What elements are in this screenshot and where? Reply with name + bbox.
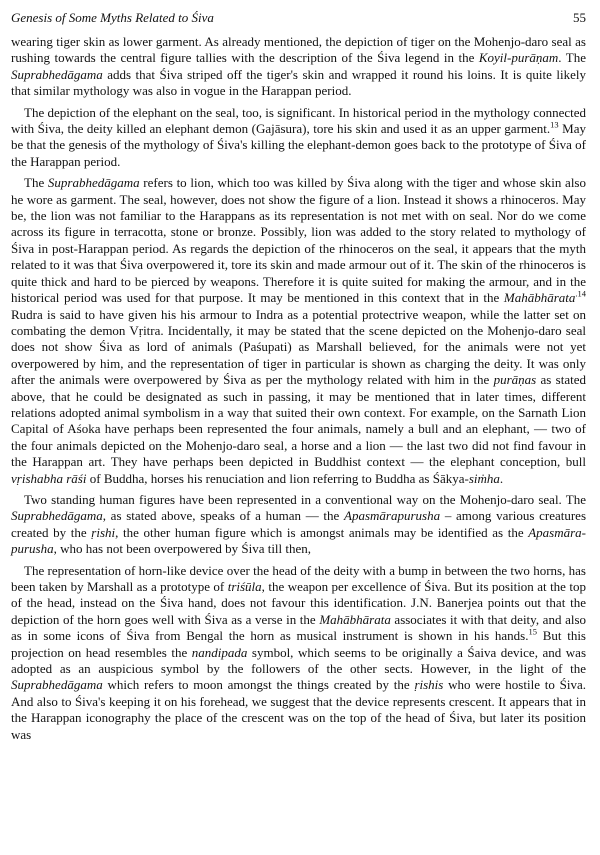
text-run: Rudra is said to have given his his armour to Indra as a potential protectrive weapon, while the latter set on combating the demon Vṛitra. Incidentally, it may be stated that the scene depicted on the Mohenjo-daro seal does not show Śiva as lord of animals (Paśupati) as Marshall believed, for the animals were not yet overpowered by him, and the representation of tiger in particular is shown as charging the deity. It was only after the animals were overpowered by Śiva as per the mythology related with him in the — [11, 306, 586, 388]
footnote-ref: 13 — [550, 119, 559, 130]
text-run: But this projection on head resembles the — [11, 628, 586, 660]
body-text — [11, 34, 586, 743]
text-run: symbol, which seems to be originally a Śaiva device, and was adopted as an auspicious symbol by the followers of the other sects. However, in the light of the — [11, 644, 586, 677]
text-run: , the weapon per excellence of Śiva. But its position at the top of the head, instead on the Śiva hand, does not favour this identification. J.N. Banerjea points out that the depiction of the horn goes well with Śiva as a verse in the — [11, 579, 587, 627]
footnote-ref: 15 — [528, 626, 537, 637]
text-run: – among various creatures created by the — [11, 508, 587, 540]
italic-term: siṁha — [468, 470, 500, 486]
italic-term: nandipada — [191, 644, 248, 660]
paragraph — [11, 175, 586, 487]
running-head — [11, 10, 586, 26]
italic-term: Suprabhedāgama — [11, 677, 103, 693]
text-run: as stated above, that he could be designated as such in passing, it may be mentioned that in later times, different relations adopted animal symbolism in a way that suited their own context. For example, on the Sarnath Lion Capital of Aśoka have perhaps been represented the four animals, namely a bull and an elephant, — two of the four animals depicted on the Mohenjo-daro seal, a horse and a lion — the last two did not find favour in the Harappan art. They have perhaps been depicted in Buddhist context — the elephant conception, bull — [11, 372, 586, 470]
italic-term: ṛishi — [91, 524, 116, 540]
text-run: The representation of horn-like device over the head of the deity with a bump in between the two horns, has been taken by Marshall as a prototype of — [11, 562, 586, 594]
paragraph — [11, 563, 586, 743]
text-run: adds that Śiva striped off the tiger's skin and wrapped it round his loins. It is quite likely that similar mythology was also in vogue in the Harappan period. — [11, 66, 586, 99]
text-run: which refers to moon amongst the things created by the — [102, 677, 415, 693]
italic-term: Mahābhārata — [503, 290, 576, 306]
italic-term: Koyil-purāṇam — [478, 50, 559, 66]
text-run: , who has not been overpowered by Śiva till then, — [53, 541, 312, 557]
italic-term: Apasmārapurusha — [344, 508, 441, 524]
text-run: , the other human figure which is amongst animals may be identified as the — [115, 524, 529, 540]
text-run: associates it with that deity, and also as in some icons of Śiva from Bengal the horn as musical instrument is shown in his hands. — [11, 611, 587, 644]
text-run: refers to lion, which too was killed by Śiva along with the tiger and whose skin also he wore as garment. The seal, however, does not show the figure of a lion. Instead it shows a rhinoceros. May be, the lion was not familiar to the Harappans as its representation is not met with on seal. Nor do we come across its figure in terracotta, stone or bronze. Possibly, lion was added to the story related to mythology of Śiva in post-Harappan period. As regards the depiction of the rhinoceros on the seal, it appears that the myth related to it was that Śiva overpowered it, tore its skin and made armour out of it. The skin of the rhinoceros is quite thick and hard to be pierced by weapons. Therefore it is quite suited for making the armour, and in the historical period was used for that purpose. It may be mentioned in this context that in the — [11, 175, 586, 306]
text-run: of Buddha, horses his renuciation and lion referring to Buddha as Śākya- — [86, 470, 469, 486]
italic-term: Suprabhedāgama — [11, 66, 103, 82]
text-run: , as stated above, speaks of a human — the — [102, 508, 345, 524]
text-run: The depiction of the elephant on the seal, too, is significant. In historical period in the mythology connected with Śiva, the deity killed an elephant demon (Gajāsura), tore his skin and used it as an upper garment. — [11, 104, 586, 137]
footnote-ref: .14 — [575, 288, 586, 299]
page-number: 55 — [573, 10, 586, 25]
italic-term: Suprabhedāgama — [11, 508, 103, 524]
paragraph — [11, 105, 586, 171]
text-run: . The — [558, 50, 586, 66]
paragraph — [11, 492, 586, 558]
italic-term: ṛishis — [414, 677, 444, 693]
text-run: May be that the genesis of the mythology of Śiva's killing the elephant-demon goes back to the prototype of Śiva of the Harappan period. — [11, 121, 586, 169]
text-run: Two standing human figures have been represented in a conventional way on the Mohenjo-daro seal. The — [24, 491, 586, 507]
paragraph — [11, 34, 586, 100]
italic-term: vṛishabha rāśi — [11, 470, 87, 486]
text-run: wearing tiger skin as lower garment. As already mentioned, the depiction of tiger on the Mohenjo-daro seal as rushing towards the central figure tallies with the description of the Śiva legend in the — [11, 34, 586, 66]
italic-term: Apasmāra-purusha — [11, 524, 587, 557]
italic-term: Mahābhārata — [319, 611, 391, 627]
text-run: who were hostile to Śiva. And also to Śiva's keeping it on his forehead, we suggest that the device represents crescent. It appears that in the Harappan iconography the place of the crescent was on the top of the head of Śiva, but later its position was — [11, 677, 586, 742]
italic-term: purāṇas — [493, 372, 537, 388]
running-title: Genesis of Some Myths Related to Śiva — [11, 10, 214, 25]
italic-term: triśūla — [227, 579, 262, 594]
text-run: The — [24, 175, 48, 191]
italic-term: Suprabhedāgama — [47, 175, 140, 191]
text-run: . — [499, 470, 504, 486]
